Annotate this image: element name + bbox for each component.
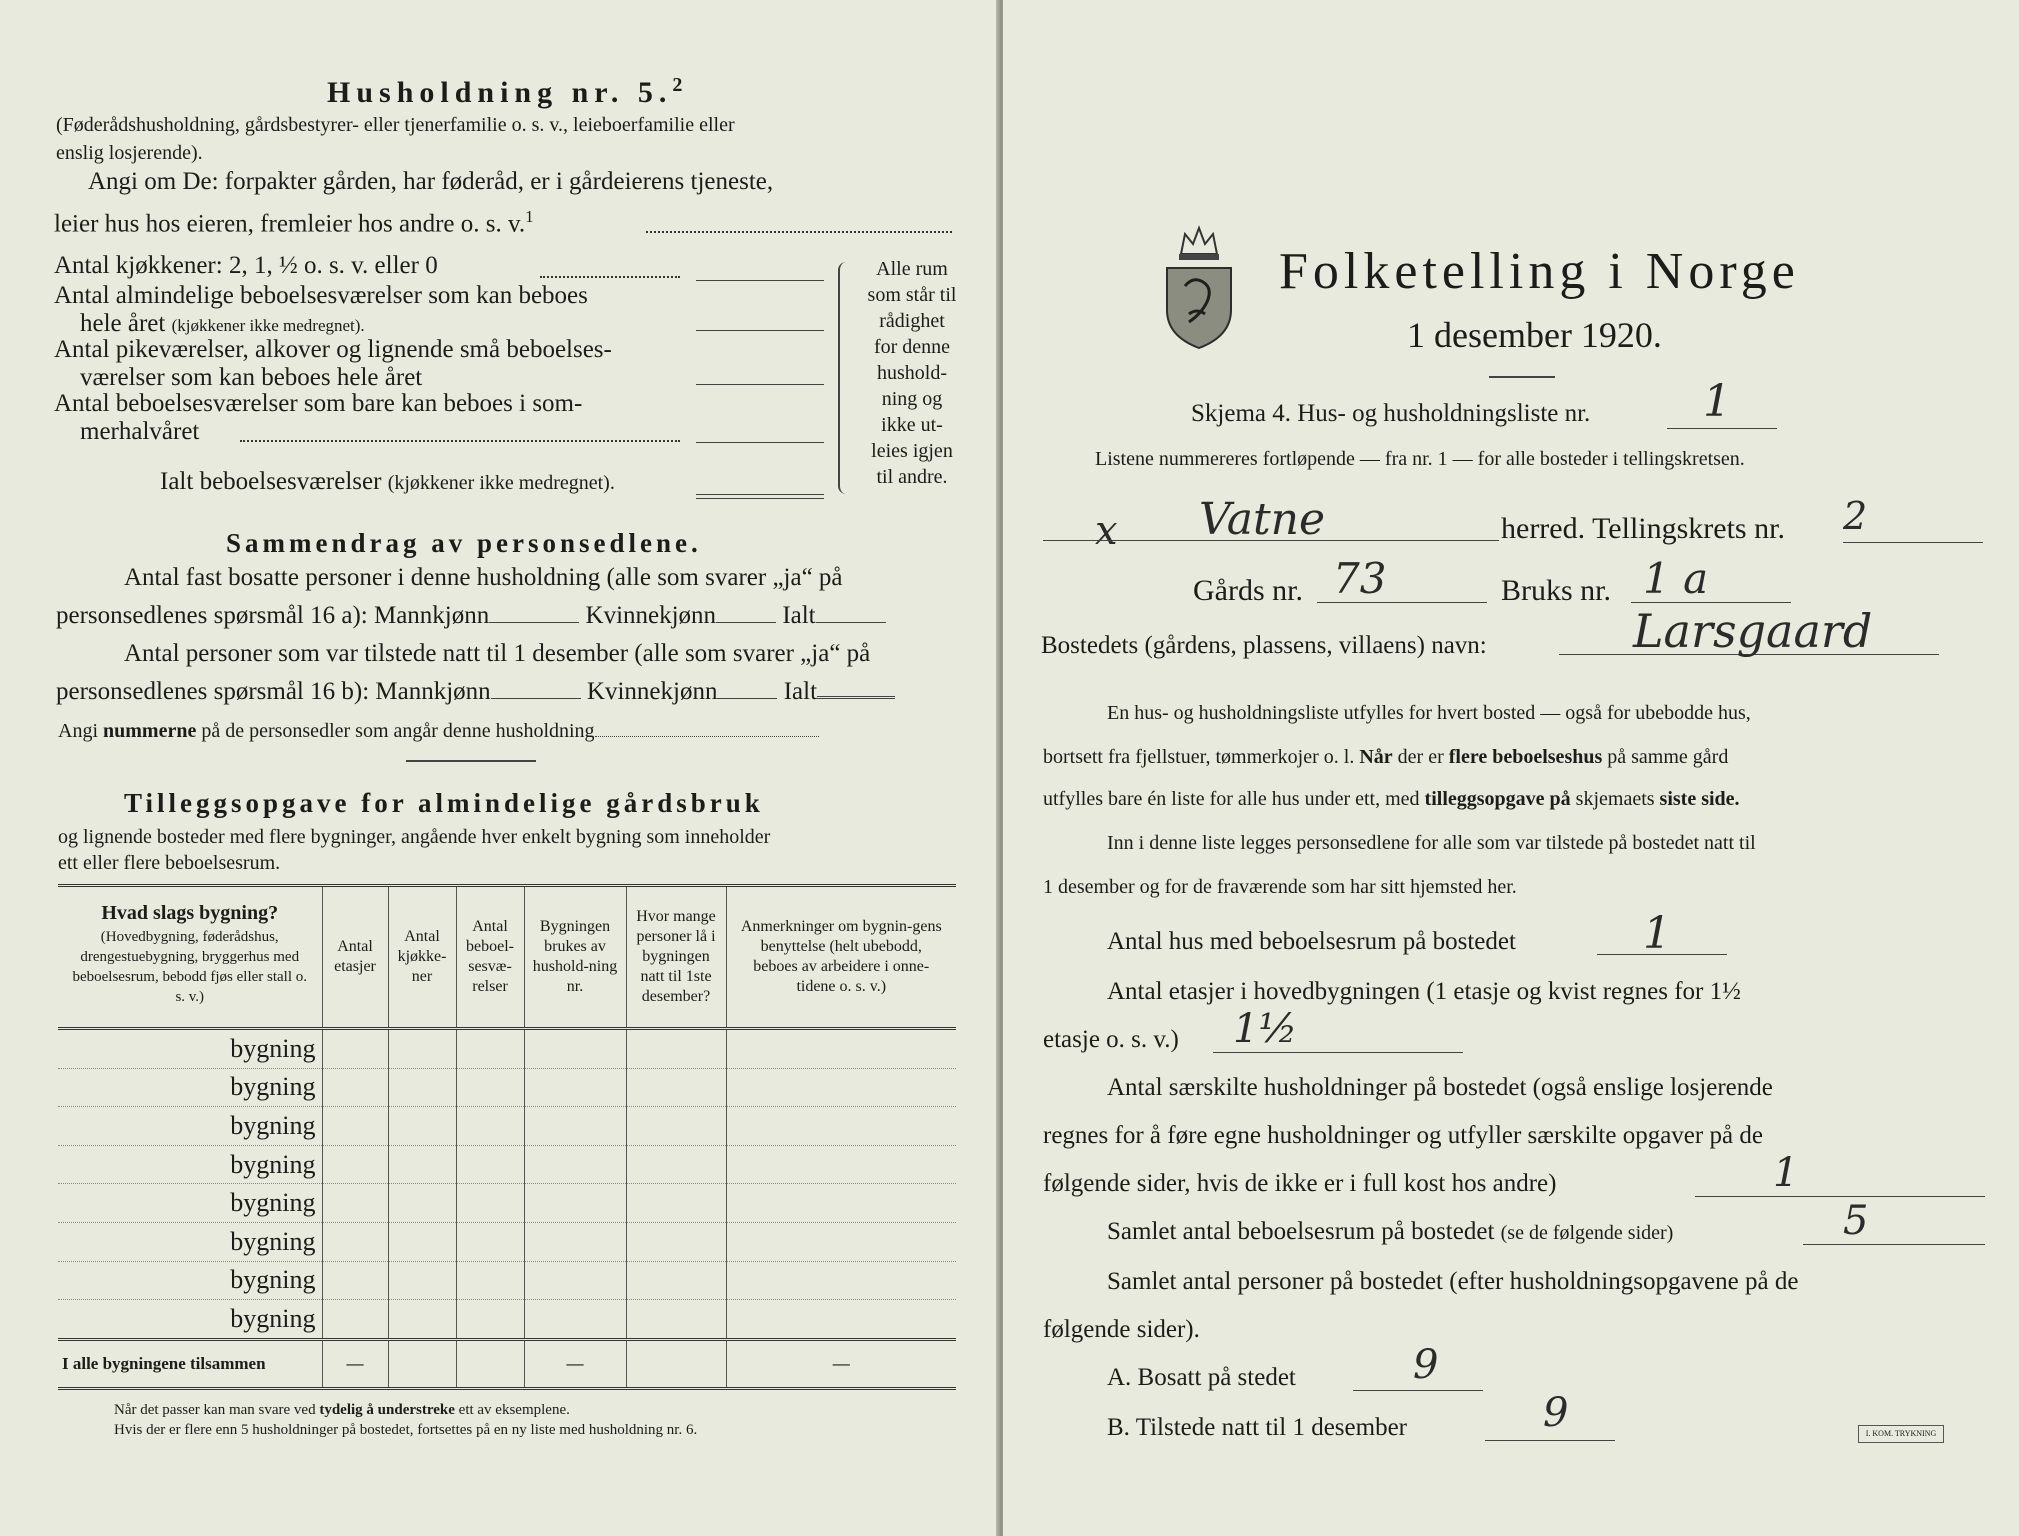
building-row (58, 1029, 956, 1069)
building-row-label: bygning (58, 1222, 322, 1261)
building-cell (726, 1107, 956, 1146)
ialt-answer-line (696, 494, 824, 495)
building-cell (524, 1107, 626, 1146)
summary-b-line2: personsedlenes spørsmål 16 b): Mannkjønn Kvinnekjønn Ialt (56, 678, 895, 706)
bruks-value: 1 a (1643, 554, 1709, 603)
col-personer-header: Hvor mange personer lå i bygningen natt til 1ste desember? (626, 886, 726, 1029)
col-etasjer-header: Antal etasjer (322, 886, 388, 1029)
building-cell (456, 1107, 524, 1146)
building-cell (524, 1184, 626, 1223)
building-cell (524, 1300, 626, 1340)
samlet-pers-line1: Samlet antal personer på bostedet (efter husholdningsopgavene på de (1107, 1268, 1799, 1295)
rooms-pike-2: værelser som kan beboes hele året (80, 364, 423, 391)
building-cell (726, 1145, 956, 1184)
building-cell (388, 1029, 456, 1069)
building-row-label: bygning (58, 1261, 322, 1300)
building-row (58, 1261, 956, 1300)
total-vaerelser (456, 1339, 524, 1388)
angi-line1: Angi om De: forpakter gården, har føderåd, er i gårdeierens tjeneste, (88, 168, 774, 195)
summary-a-line2: personsedlenes spørsmål 16 a): Mannkjønn Kvinnekjønn Ialt (56, 602, 886, 630)
building-cell (626, 1029, 726, 1069)
building-cell (524, 1029, 626, 1069)
rooms-kjokkener: Antal kjøkkener: 2, 1, ½ o. s. v. eller 0 (54, 252, 438, 279)
building-cell (626, 1145, 726, 1184)
building-cell (456, 1300, 524, 1340)
skjema-line: Skjema 4. Hus- og husholdningsliste nr. (1191, 400, 1591, 427)
building-table (58, 884, 956, 1390)
brace-note-line: ning og (881, 388, 943, 410)
rooms-alm-1: Antal almindelige beboelsesværelser som kan beboes (54, 282, 588, 309)
hus-label: Antal hus med beboelsesrum på bostedet (1107, 928, 1516, 955)
building-cell (726, 1261, 956, 1300)
building-cell (456, 1184, 524, 1223)
kjokkener-answer-line (696, 280, 824, 281)
bosatt-line (1353, 1390, 1483, 1391)
hush-line3: følgende sider, hvis de ikke er i full kost hos andre) (1043, 1170, 1557, 1197)
total-personer (626, 1339, 726, 1388)
para1-line3: utfylles bare én liste for alle hus under ett, med tilleggsopgave på skjemaets siste side. (1043, 788, 1740, 810)
building-cell (726, 1300, 956, 1340)
bosted-value: Larsgaard (1633, 604, 1873, 658)
total-etasjer: — (322, 1339, 388, 1388)
building-cell (726, 1068, 956, 1107)
building-cell (524, 1261, 626, 1300)
samlet-rum-label: Samlet antal beboelsesrum på bostedet (se de følgende sider) (1107, 1218, 1674, 1245)
brace-note-line: rådighet (879, 310, 945, 332)
bruks-label: Bruks nr. (1501, 574, 1612, 607)
building-cell (456, 1068, 524, 1107)
tilstede-label: B. Tilstede natt til 1 desember (1107, 1414, 1407, 1441)
etasjer-line2: etasje o. s. v.) (1043, 1026, 1179, 1053)
summary-title: Sammendrag av personsedlene. (226, 528, 702, 558)
angi-line2: leier hus hos eieren, fremleier hos andre o. s. v.$^1$ (54, 207, 534, 238)
form-date: 1 desember 1920. (1407, 315, 1662, 355)
building-cell (456, 1261, 524, 1300)
building-row (58, 1107, 956, 1146)
brace-note-line: for denne (873, 336, 951, 358)
building-cell (726, 1184, 956, 1223)
alm-answer-line (696, 330, 824, 331)
building-cell (322, 1261, 388, 1300)
building-cell (626, 1184, 726, 1223)
building-cell (456, 1145, 524, 1184)
brace (838, 262, 854, 494)
printer-stamp: I. KOM. TRYKNING (1858, 1425, 1944, 1443)
building-row (58, 1222, 956, 1261)
building-cell (524, 1068, 626, 1107)
tellingskrets-line (1843, 542, 1983, 543)
norway-coat-of-arms-icon (1159, 214, 1239, 350)
hush-line2: regnes for å føre egne husholdninger og utfyller særskilte opgaver på de (1043, 1122, 1763, 1149)
etasjer-answer-line (1213, 1052, 1463, 1053)
building-cell (388, 1184, 456, 1223)
form-title: Folketelling i Norge (1279, 243, 1800, 300)
brace-note-line: ikke ut- (881, 414, 943, 436)
building-row-label: bygning (58, 1107, 322, 1146)
brace-note (858, 256, 966, 490)
building-row-label: bygning (58, 1184, 322, 1223)
building-cell (524, 1222, 626, 1261)
col-beboelsesvaerelser-header: Antal beboel-sesvæ-relser (456, 886, 524, 1029)
hush-answer-line (1695, 1196, 1985, 1197)
rooms-pike-1: Antal pikeværelser, alkover og lignende små beboelses- (54, 336, 612, 363)
para2-line1: Inn i denne liste legges personsedlene for alle som var tilstede på bostedet natt til (1107, 832, 1756, 854)
total-label: I alle bygningene tilsammen (58, 1339, 322, 1388)
tilstede-line (1485, 1440, 1615, 1441)
building-cell (726, 1222, 956, 1261)
section-divider (406, 760, 536, 762)
sommer-answer-line (696, 442, 824, 443)
tillegg-line2: ett eller flere beboelsesrum. (58, 852, 281, 874)
building-cell (456, 1222, 524, 1261)
building-cell (726, 1029, 956, 1069)
listene-note: Listene nummereres fortløpende — fra nr. 1 — for alle bosteder i tellingskretsen. (1095, 448, 1745, 470)
gards-label: Gårds nr. (1193, 574, 1303, 607)
ialt-answer-line-double (696, 498, 824, 499)
footnote-2: Hvis der er flere enn 5 husholdninger på bostedet, fortsettes på en ny liste med husholdning nr. 6. (114, 1422, 698, 1438)
hush-value: 1 (1773, 1150, 1799, 1196)
building-cell (388, 1222, 456, 1261)
brace-note-line: hushold- (877, 362, 947, 384)
hus-value: 1 (1643, 908, 1671, 959)
building-cell (626, 1261, 726, 1300)
rooms-sommer-1: Antal beboelsesværelser som bare kan beboes i som- (54, 390, 583, 417)
bosatt-label: A. Bosatt på stedet (1107, 1364, 1296, 1391)
building-cell (388, 1261, 456, 1300)
building-cell (388, 1300, 456, 1340)
gards-value: 73 (1333, 554, 1387, 603)
summary-b-line1: Antal personer som var tilstede natt til 1 desember (alle som svarer „ja“ på (124, 640, 871, 667)
building-cell (322, 1300, 388, 1340)
building-cell (322, 1145, 388, 1184)
herred-value: Vatne (1199, 494, 1326, 545)
rooms-alm-2: hele året (kjøkkener ikke medregnet). (80, 310, 365, 337)
pike-answer-line (696, 384, 824, 385)
tellingskrets-value: 2 (1843, 494, 1868, 538)
tillegg-title: Tilleggsopgave for almindelige gårdsbruk (124, 788, 764, 818)
building-cell (388, 1068, 456, 1107)
sommer-dots (240, 440, 680, 442)
building-cell (456, 1029, 524, 1069)
household-intro-line2: enslig losjerende). (56, 142, 203, 164)
herred-mark: x (1095, 508, 1118, 554)
samlet-rum-value: 5 (1843, 1198, 1869, 1244)
total-anmerkninger: — (726, 1339, 956, 1388)
etasjer-line1: Antal etasjer i hovedbygningen (1 etasje og kvist regnes for 1½ (1107, 978, 1741, 1005)
total-kjokkener (388, 1339, 456, 1388)
summary-angi: Angi nummerne på de personsedler som angår denne husholdning (58, 720, 819, 743)
rooms-ialt: Ialt beboelsesværelser (kjøkkener ikke medregnet). (160, 468, 615, 495)
bosatt-value: 9 (1413, 1342, 1439, 1388)
skjema-no-line (1667, 428, 1777, 429)
building-row-label: bygning (58, 1068, 322, 1107)
herred-line (1043, 540, 1499, 541)
building-row-label: bygning (58, 1300, 322, 1340)
brace-note-line: leies igjen (871, 440, 953, 462)
samlet-rum-line (1803, 1244, 1985, 1245)
footnote-1: Når det passer kan man svare ved tydelig å understreke ett av eksemplene. (114, 1402, 570, 1418)
col-bygning-header: Hvad slags bygning? (Hovedbygning, føderådshus, drengestuebygning, bryggerhus med beboelsesrum, bebodd fjøs eller stall o. s. v.) (58, 886, 322, 1029)
left-page (0, 0, 1000, 1536)
building-row (58, 1300, 956, 1340)
para1-line2: bortsett fra fjellstuer, tømmerkojer o. l. Når der er flere beboelseshus på samme gård (1043, 746, 1729, 768)
building-cell (322, 1184, 388, 1223)
household-title: Husholdning nr. 5.$^2$ (327, 74, 689, 109)
brace-note-line: som står til (867, 284, 957, 306)
herred-label: herred. Tellingskrets nr. (1501, 512, 1785, 545)
kjokkener-dots (540, 276, 680, 278)
right-page (1003, 0, 2019, 1536)
building-cell (322, 1068, 388, 1107)
col-husholdning-header: Bygningen brukes av hushold-ning nr. (524, 886, 626, 1029)
rooms-sommer-2: merhalvåret (80, 418, 200, 445)
title-divider (1489, 376, 1555, 378)
summary-a-line1: Antal fast bosatte personer i denne husholdning (alle som svarer „ja“ på (124, 564, 843, 591)
samlet-pers-line2: følgende sider). (1043, 1316, 1200, 1343)
building-row (58, 1068, 956, 1107)
building-row-label: bygning (58, 1145, 322, 1184)
para1-line1: En hus- og husholdningsliste utfylles for hvert bosted — også for ubebodde hus, (1107, 702, 1751, 724)
building-cell (626, 1107, 726, 1146)
tillegg-line1: og lignende bosteder med flere bygninger, angående hver enkelt bygning som inneholder (58, 826, 771, 848)
skjema-no-value: 1 (1703, 376, 1731, 427)
building-row (58, 1184, 956, 1223)
building-cell (322, 1222, 388, 1261)
building-cell (388, 1107, 456, 1146)
household-intro-line1: (Føderådshusholdning, gårdsbestyrer- eller tjenerfamilie o. s. v., leieboerfamilie eller (56, 114, 735, 136)
building-cell (524, 1145, 626, 1184)
angi-answer-line (646, 231, 952, 233)
building-cell (388, 1145, 456, 1184)
bosted-label: Bostedets (gårdens, plassens, villaens) navn: (1041, 632, 1487, 659)
col-anmerkninger-header: Anmerkninger om bygnin-gens benyttelse (helt ubebodd, beboes av arbeidere i onne-tidene o. s. v.) (726, 886, 956, 1029)
building-cell (626, 1300, 726, 1340)
para2-line2: 1 desember og for de fraværende som har sitt hjemsted her. (1043, 876, 1517, 898)
tilstede-value: 9 (1543, 1390, 1569, 1436)
brace-note-line: Alle rum (876, 258, 948, 280)
etasjer-value: 1½ (1233, 1006, 1298, 1052)
building-cell (322, 1029, 388, 1069)
building-row (58, 1145, 956, 1184)
hush-line1: Antal særskilte husholdninger på bostedet (også enslige losjerende (1107, 1074, 1773, 1101)
building-cell (626, 1068, 726, 1107)
total-husholdning: — (524, 1339, 626, 1388)
building-cell (626, 1222, 726, 1261)
building-cell (322, 1107, 388, 1146)
col-kjokkener-header: Antal kjøkke-ner (388, 886, 456, 1029)
brace-note-line: til andre. (876, 466, 948, 488)
building-row-label: bygning (58, 1029, 322, 1069)
